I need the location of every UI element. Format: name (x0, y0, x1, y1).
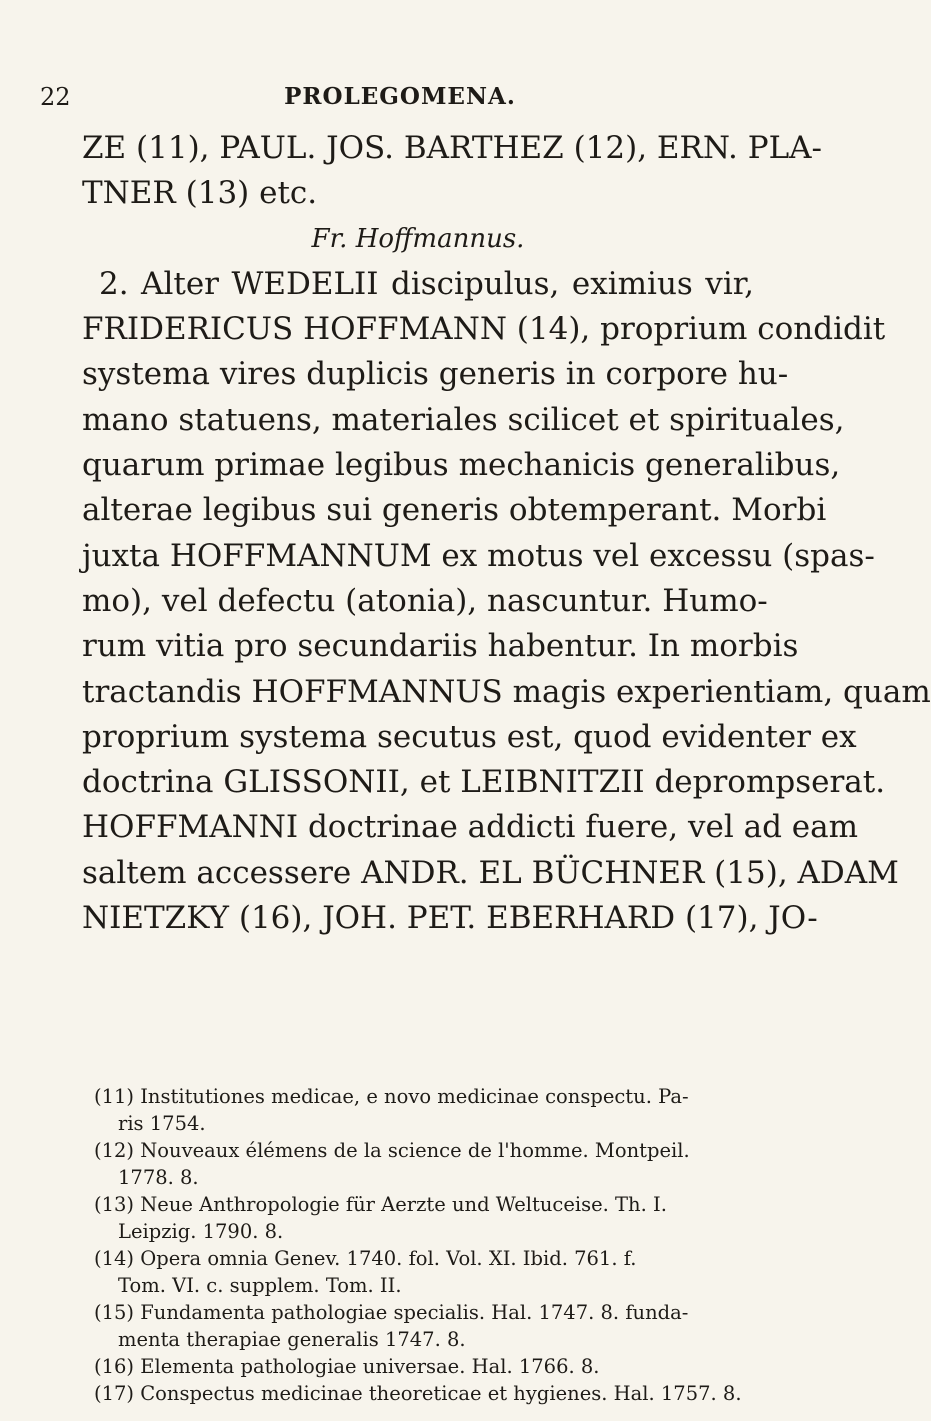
footnote-text: (17) Conspectus medicinae theoreticae et hygienes. Hal. 1757. 8. (94, 1382, 742, 1405)
text-line: juxta HOFFMANNUM ex motus vel excessu (spas- (82, 537, 875, 574)
main-text (82, 126, 931, 941)
footnote-continuation: Leipzig. 1790. 8. (118, 1220, 284, 1243)
footnote-text: (11) Institutiones medicae, e novo medicinae conspectu. Pa- (94, 1085, 689, 1108)
text-line: proprium systema secutus est, quod evidenter ex (82, 718, 857, 755)
footnote (94, 1353, 754, 1380)
footnote-text: (12) Nouveaux élémens de la science de l'homme. Montpeil. (94, 1139, 690, 1162)
text-line: ZE (11), PAUL. JOS. BARTHEZ (12), ERN. PLA- (82, 130, 823, 166)
footnote (94, 1380, 754, 1407)
text-line: HOFFMANNI doctrinae addicti fuere, vel ad eam (82, 809, 859, 846)
page-number: 22 (40, 83, 71, 111)
text-line: tractandis HOFFMANNUS magis experientiam, quam (82, 673, 931, 710)
footnote-continuation: 1778. 8. (118, 1166, 199, 1189)
text-line: systema vires duplicis generis in corpore hu- (82, 356, 789, 393)
text-line: quarum primae legibus mechanicis generalibus, (82, 447, 841, 484)
footnote (94, 1137, 754, 1191)
footnote-continuation: menta therapiae generalis 1747. 8. (118, 1328, 466, 1351)
footnote-text: (14) Opera omnia Genev. 1740. fol. Vol. XI. Ibid. 761. f. (94, 1247, 637, 1270)
footnotes (94, 1083, 754, 1407)
text-line: 2. Alter WEDELII discipulus, eximius vir, (99, 265, 754, 302)
page-header (40, 83, 760, 123)
text-line: FRIDERICUS HOFFMANN (14), proprium condidit (82, 311, 886, 348)
footnote-text: (16) Elementa pathologiae universae. Hal. 1766. 8. (94, 1355, 600, 1378)
text-line: rum vitia pro secundariis habentur. In morbis (82, 628, 799, 665)
footnote-text: (15) Fundamenta pathologiae specialis. Hal. 1747. 8. funda- (94, 1301, 689, 1324)
text-line: NIETZKY (16), JOH. PET. EBERHARD (17), JO- (82, 900, 818, 937)
text-line: alterae legibus sui generis obtemperant. Morbi (82, 492, 827, 529)
text-line: mano statuens, materiales scilicet et spirituales, (82, 401, 845, 438)
footnote-continuation: Tom. VI. c. supplem. Tom. II. (118, 1274, 402, 1297)
footnote (94, 1191, 754, 1245)
text-line: saltem accessere ANDR. EL BÜCHNER (15), ADAM (82, 854, 899, 891)
footnote (94, 1299, 754, 1353)
text-line: mo), vel defectu (atonia), nascuntur. Humo- (82, 582, 768, 619)
text-line: doctrina GLISSONII, et LEIBNITZII deprompserat. (82, 764, 886, 801)
running-head: PROLEGOMENA. (284, 83, 516, 110)
footnote (94, 1083, 754, 1137)
section-heading: Fr. Hoffmannus. (311, 223, 525, 254)
footnote (94, 1245, 754, 1299)
footnote-text: (13) Neue Anthropologie für Aerzte und Weltuceise. Th. I. (94, 1193, 667, 1216)
footnote-continuation: ris 1754. (118, 1112, 206, 1135)
text-line: TNER (13) etc. (82, 175, 318, 212)
